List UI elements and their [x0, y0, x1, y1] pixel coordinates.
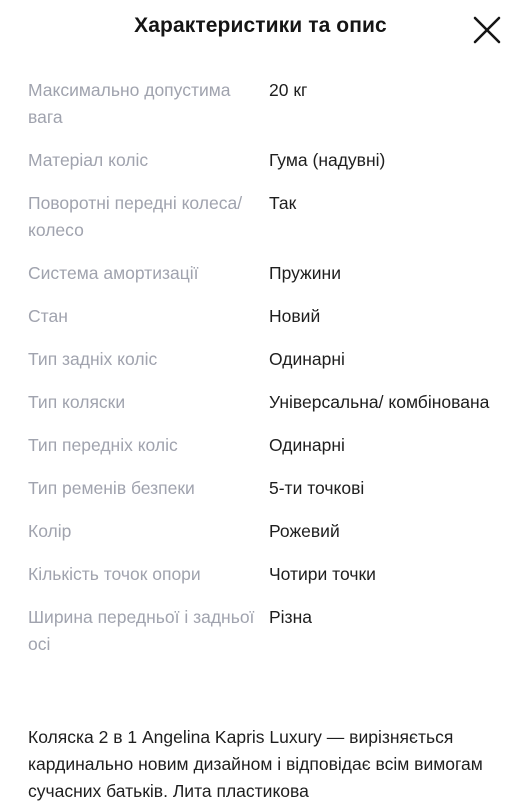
- spec-value: Пружини: [269, 263, 341, 283]
- spec-row-support-points: [28, 561, 498, 604]
- spec-label: Тип коляски: [28, 392, 126, 412]
- spec-label: Матеріал коліс: [28, 150, 149, 170]
- spec-row-swivel-wheels: [28, 190, 498, 260]
- spec-row-seat-belts: [28, 475, 498, 518]
- modal-header: [0, 0, 521, 58]
- spec-row-max-weight: [28, 77, 498, 147]
- spec-row-color: [28, 518, 498, 561]
- spec-row-rear-wheels: [28, 346, 498, 389]
- spec-value: Одинарні: [269, 349, 345, 369]
- spec-row-front-wheels: [28, 432, 498, 475]
- spec-row-wheel-material: [28, 147, 498, 190]
- spec-label: Колір: [28, 521, 72, 541]
- close-button[interactable]: [471, 14, 503, 46]
- spec-row-stroller-type: [28, 389, 498, 432]
- spec-value: Різна: [269, 607, 312, 627]
- spec-value: 5-ти точкові: [269, 478, 365, 498]
- spec-value: 20 кг: [269, 80, 308, 100]
- spec-value: Новий: [269, 306, 321, 326]
- spec-value: Універсальна/ комбінована: [269, 392, 490, 412]
- spec-label: Тип передніх коліс: [28, 435, 178, 455]
- spec-value: Чотири точки: [269, 564, 376, 584]
- spec-label: Стан: [28, 306, 68, 326]
- spec-row-condition: [28, 303, 498, 346]
- spec-label: Максимально допустима вага: [28, 80, 231, 127]
- modal-title: Характеристики та опис: [134, 14, 387, 37]
- product-description: Коляска 2 в 1 Angelina Kapris Luxury — вирізняється кардинально новим дизайном і відповідає всім вимогам сучасних батьків. Лита пластикова: [28, 727, 483, 801]
- spec-label: Поворотні передні колеса/колесо: [28, 193, 243, 240]
- spec-value: Так: [269, 193, 297, 213]
- spec-value: Рожевий: [269, 521, 340, 541]
- spec-label: Тип задніх коліс: [28, 349, 158, 369]
- spec-label: Кількість точок опори: [28, 564, 201, 584]
- spec-row-axle-width: [28, 604, 498, 674]
- close-icon: [471, 14, 503, 46]
- spec-label: Тип ременів безпеки: [28, 478, 195, 498]
- spec-label: Система амортизації: [28, 263, 199, 283]
- spec-row-suspension: [28, 260, 498, 303]
- spec-value: Одинарні: [269, 435, 345, 455]
- spec-label: Ширина передньої і задньої осі: [28, 607, 255, 654]
- spec-value: Гума (надувні): [269, 150, 386, 170]
- specs-table: [28, 77, 498, 674]
